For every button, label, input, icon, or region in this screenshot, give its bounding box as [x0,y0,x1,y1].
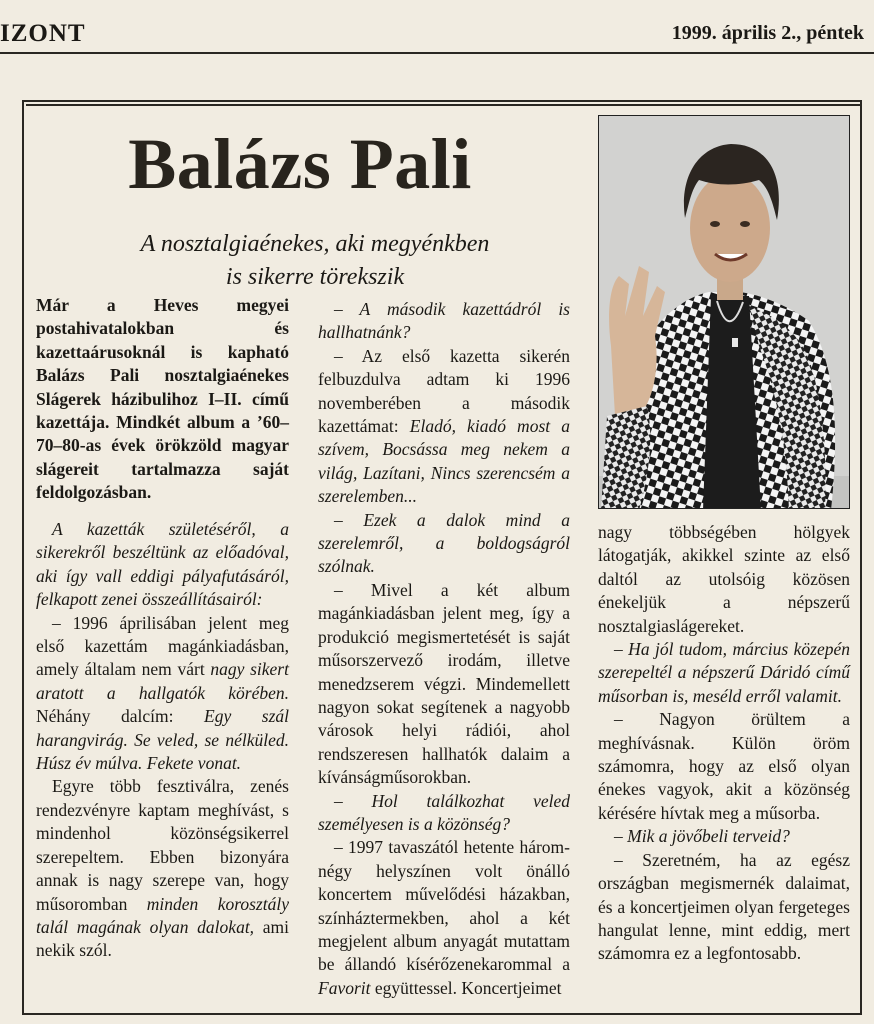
headline: Balázs Pali [128,124,472,204]
intro-paragraph: A kazetták születéséről, a sikerekről beszéltünk az előadóval, aki így vall eddigi pályafutásáról, felkapott zenei összeállításairól: [36,519,289,610]
question-6: – Mik a jövőbeli terveid? [614,826,790,847]
answer-1-italic: nagy sikert aratott a hallgatók körében. [36,659,289,703]
question-3: – Ezek a dalok mind a szerelemről, a boldogságról szólnak. [318,509,570,577]
band-name: Favorit [318,977,371,998]
subhead-line-2: is sikerre törekszik [225,264,405,290]
article-top-rule [26,104,860,106]
paragraph-2-end: ami nekik szól. [36,916,289,961]
answer-2-text: – Az első kazetta sikerén felbuzdulva adtam ki 1996 novemberében a második kazettámat: [318,345,570,437]
masthead-date: 1999. április 2., péntek [671,22,864,44]
answer-5: – Nagyon örültem a meghívásnak. Külön öröm számomra, hogy az első olyan énekes vagyok, akit a közönség kérésére hívtak meg a műsorba. [598,709,850,823]
answer-1 [36,612,289,776]
masthead-rule [0,52,874,54]
question-2: – A második kazettádról is hallhatnánk? [318,299,570,343]
column-2 [318,298,570,1000]
answer-2 [318,345,570,509]
answer-4-text: – 1997 tavaszától hetente három-négy helyszínen volt önálló koncertem művelődési házakban, színháztermekben, ahol a két megjelent album anyagát mutattam be állandó kísérőzenekarommal a [318,837,570,975]
paragraph-2 [36,775,289,962]
masthead-name: IZONT [0,20,86,47]
singer-photo [598,115,850,509]
answer-1-text-2: Néhány dalcím: [36,706,204,727]
question-5: – Ha jól tudom, március közepén szerepeltél a népszerű Dáridó című műsorban is, meséld erről valamit. [598,639,850,706]
song-titles-1: Egy szál harangvirág. Se veled, se nélküled. Húsz év múlva. Fekete vonat. [36,706,289,774]
answer-4-end: együttessel. Koncertjeimet [370,977,562,998]
answer-4-continued: nagy többségében hölgyek látogatják, akikkel szinte az első daltól az utolsóig közösen énekeljük a népszerű nosztalgiaslágereket. [598,522,850,636]
question-4: – Hol találkozhat veled személyesen is a közönség? [318,790,570,834]
lead-paragraph: Már a Heves megyei postahivatalokban és kazettaárusoknál is kapható Balázs Pali nosztalgiaénekes Slágerek házibulihoz I–II. című kazettája. Mindkét album a ’60–70–80-as évek örökzöld magyar slágereit tartalmazza saját feldolgozásban. [36,295,289,503]
subhead [30,228,600,294]
column-1 [36,518,289,963]
subhead-line-1: A nosztalgiaénekes, aki megyénkben [140,231,490,257]
answer-1-text: – 1996 áprilisában jelent meg első kazettám magánkiadásban, amely általam nem várt [36,612,289,680]
paragraph-2-italic: minden korosztály talál magának olyan dalokat, [36,893,289,937]
paragraph-2-text: Egyre több fesztiválra, zenés rendezvényre kaptam meghívást, s mindenhol közönségsikerrel szerepeltem. Ebben bizonyára annak is nagy szerepe van, hogy műsoromban [36,776,289,914]
song-titles-2: Eladó, kiadó most a szívem, Bocsássa meg nekem a világ, Lazítani, Nincs szerencsém a szerelemben... [318,416,570,507]
column-3 [598,521,850,966]
answer-4 [318,836,570,1000]
answer-6: – Szeretném, ha az egész országban megismernék dalaimat, és a koncertjeimen olyan fergeteges hangulat lenne, mint eddig, mert számomra ez a legfontosabb. [598,849,850,964]
answer-3: – Mivel a két album magánkiadásban jelent meg, így a produkció megismertetését is saját műsorszervező irodám, illetve menedzserem végzi. Mindemellett nagyon sokat segítenek a nagyobb városok helyi rádiói, ahol rendszeresen hallhatók dalaim a kívánságműsorokban. [318,579,570,788]
